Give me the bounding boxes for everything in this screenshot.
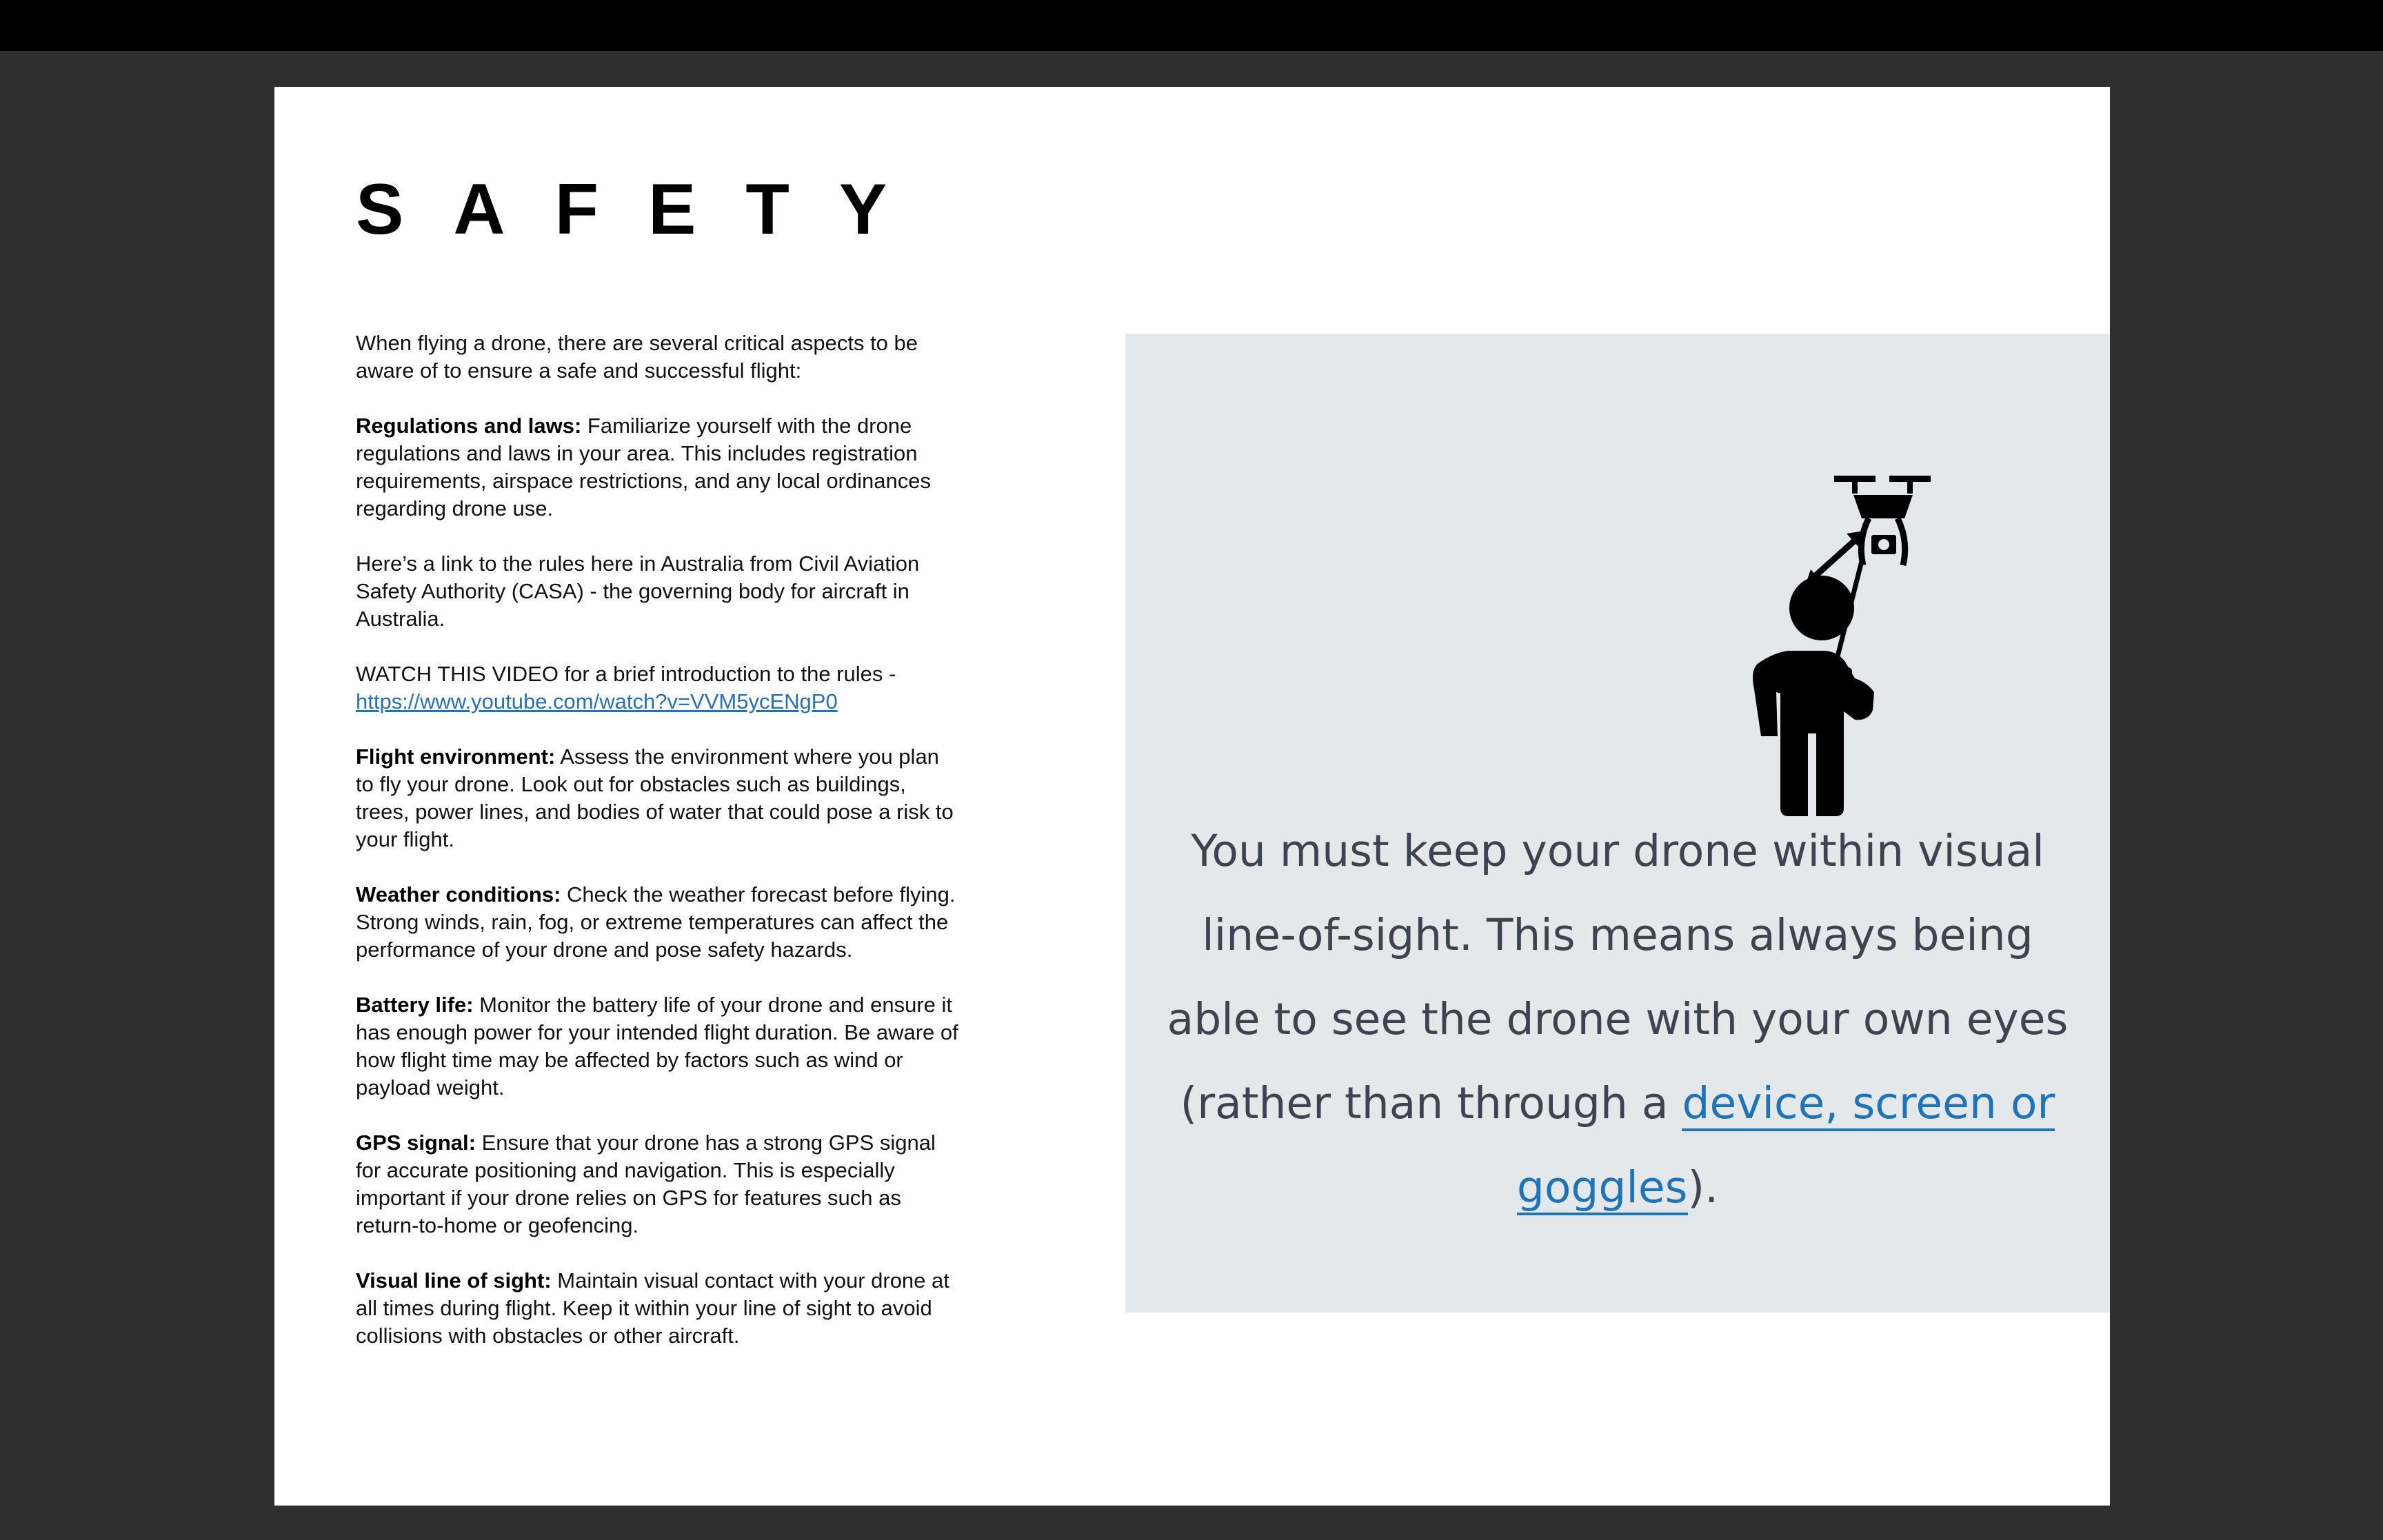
section-text: Monitor the battery life of your drone and ensure it has enough power for your intended flight duration. Be aware of how flight time may be affected by factors such as wind or payload weight. <box>356 993 958 1100</box>
document-page <box>274 87 2110 1506</box>
section-text: Assess the environment where you plan to fly your drone. Look out for obstacles such as buildings, trees, power lines, and bodies of water that could pose a risk to your flight. <box>356 744 954 851</box>
person-flying-drone-icon <box>1125 334 2110 816</box>
casa-paragraph: Here’s a link to the rules here in Australia from Civil Aviation Safety Authority (CASA) - the governing body for aircraft in Australia. <box>356 551 920 631</box>
caption-link[interactable]: device, screen or goggles <box>1517 1078 2055 1215</box>
section-heading: Visual line of sight: <box>356 1268 552 1293</box>
section-text: Maintain visual contact with your drone at all times during flight. Keep it within your line of sight to avoid collisions with obstacles or other aircraft. <box>356 1268 949 1348</box>
section-gps <box>356 1129 963 1239</box>
video-prefix: WATCH THIS VIDEO for a brief introduction to the rules - <box>356 662 896 686</box>
page-title: SAFETY <box>356 170 937 250</box>
section-text: Check the weather forecast before flying. Strong winds, rain, fog, or extreme temperatures can affect the performance of your drone and pose safety hazards. <box>356 882 956 962</box>
video-paragraph <box>356 660 963 716</box>
caption-end: ). <box>1687 1162 1719 1213</box>
section-battery <box>356 991 963 1102</box>
image-caption <box>1153 809 2082 1230</box>
video-link[interactable]: https://www.youtube.com/watch?v=VVM5ycENgP0 <box>356 689 838 713</box>
section-text: Familiarize yourself with the drone regulations and laws in your area. This includes registration requirements, airspace restrictions, and any local ordinances regarding drone use. <box>356 414 931 520</box>
person-icon <box>1753 576 1874 816</box>
section-regulations <box>356 412 963 523</box>
body-text <box>356 330 963 1377</box>
drone-icon <box>1834 476 1931 565</box>
section-weather <box>356 881 963 964</box>
section-heading: Battery life: <box>356 993 474 1017</box>
intro-paragraph: When flying a drone, there are several critical aspects to be aware of to ensure a safe and successful flight: <box>356 331 918 383</box>
section-heading: Regulations and laws: <box>356 414 582 438</box>
section-heading: GPS signal: <box>356 1131 476 1155</box>
section-heading: Weather conditions: <box>356 882 561 906</box>
caption-text: You must keep your drone within visual line-of-sight. This means always being able to see the drone with your own eyes (rather than through a <box>1167 826 2069 1128</box>
section-visual-line-of-sight <box>356 1267 963 1350</box>
section-heading: Flight environment: <box>356 744 556 769</box>
viewer-top-bar <box>0 0 2383 51</box>
section-text: Ensure that your drone has a strong GPS signal for accurate positioning and navigation. This is especially important if your drone relies on GPS for features such as return-to-home or geofencing. <box>356 1131 936 1237</box>
section-flight-environment <box>356 743 963 853</box>
line-of-sight-image <box>1125 334 2110 1313</box>
